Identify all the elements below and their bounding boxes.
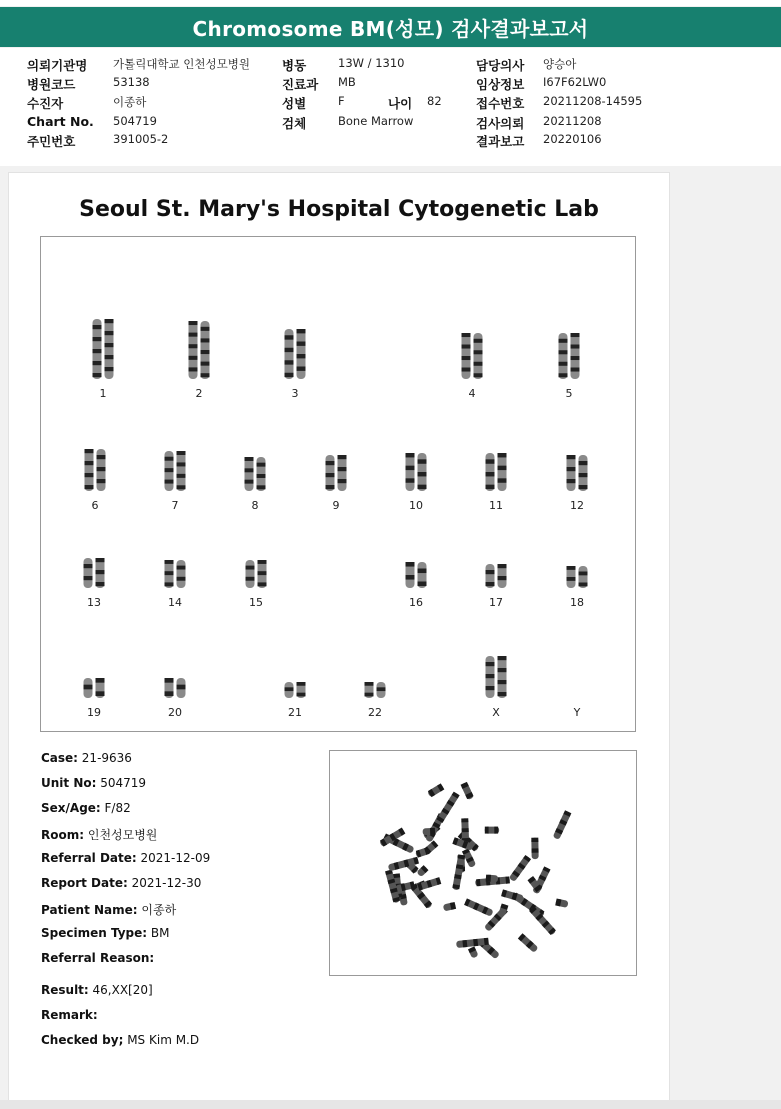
info-label: 의뢰기관명: [27, 58, 88, 73]
chromosome-icon: [64, 632, 124, 702]
info-label: 병동: [282, 58, 307, 73]
detail-value: 2021-12-30: [127, 876, 202, 890]
chromosome-label: 12: [570, 499, 584, 512]
detail-value: 인천성모병원: [84, 828, 158, 842]
chromosome-label: 15: [249, 596, 263, 609]
detail-row: [41, 876, 341, 890]
detail-label: Room:: [41, 828, 85, 842]
chromosome-pair-2: [169, 313, 229, 400]
chromosome-pair-5: [539, 313, 599, 400]
detail-value: F/82: [100, 801, 131, 815]
chromosome-pair-18: [547, 522, 607, 609]
chromosome-icon: [547, 425, 607, 495]
detail-value: 이종하: [137, 903, 177, 917]
detail-label: Checked by;: [41, 1033, 124, 1047]
info-label: 검사의뢰: [476, 116, 525, 131]
chromosome-label: 6: [91, 499, 99, 512]
chromosome-label: 20: [168, 706, 182, 719]
detail-row: [41, 751, 341, 765]
chromosome-pair-20: [145, 632, 205, 719]
info-value: 391005-2: [113, 132, 169, 146]
detail-row: [41, 851, 341, 865]
chromosome-label: 16: [409, 596, 423, 609]
info-value: I67F62LW0: [543, 75, 607, 89]
info-label: 접수번호: [476, 96, 525, 111]
detail-row: [41, 801, 341, 815]
detail-row: [41, 983, 341, 997]
info-value: 504719: [113, 114, 157, 128]
info-label: 검체: [282, 116, 307, 131]
chromosome-pair-13: [64, 522, 124, 609]
chromosome-label: 22: [368, 706, 382, 719]
chromosome-label: 2: [195, 387, 203, 400]
chromosome-label: 13: [87, 596, 101, 609]
chromosome-icon: [539, 313, 599, 383]
chromosome-icon: [145, 522, 205, 592]
chromosome-pair-9: [306, 425, 366, 512]
detail-label: Unit No:: [41, 776, 97, 790]
info-value: 양승아: [543, 57, 577, 71]
chromosome-label: 4: [468, 387, 476, 400]
chromosome-icon: [386, 425, 446, 495]
chromosome-icon: [145, 632, 205, 702]
chromosome-pair-10: [386, 425, 446, 512]
chromosome-icon: [64, 522, 124, 592]
chromosome-icon: [169, 313, 229, 383]
chromosome-label: 14: [168, 596, 182, 609]
chromosome-label: X: [492, 706, 500, 719]
chromosome-pair-11: [466, 425, 526, 512]
info-label: 담당의사: [476, 58, 525, 73]
chromosome-pair-8: [225, 425, 285, 512]
chromosome-pair-21: [265, 632, 325, 719]
detail-label: Referral Reason:: [41, 951, 155, 965]
chromosome-icon: [226, 522, 286, 592]
detail-label: Case:: [41, 751, 78, 765]
detail-value: 2021-12-09: [136, 851, 211, 865]
top-strip: [0, 0, 781, 6]
chromosome-icon: [466, 632, 526, 702]
chromosome-label: 3: [291, 387, 299, 400]
detail-value: 504719: [96, 776, 147, 790]
chromosome-label: 17: [489, 596, 503, 609]
chromosome-pair-19: [64, 632, 124, 719]
patient-info: [0, 48, 781, 166]
info-label: 진료과: [282, 77, 319, 92]
info-label: 병원코드: [27, 77, 76, 92]
chromosome-icon: [265, 313, 325, 383]
chromosome-label: 11: [489, 499, 503, 512]
info-value: 20211208: [543, 114, 602, 128]
chromosome-pair-4: [442, 313, 502, 400]
detail-value: 21-9636: [77, 751, 132, 765]
detail-label: Specimen Type:: [41, 926, 148, 940]
chromosome-label: 19: [87, 706, 101, 719]
detail-row: [41, 1008, 341, 1022]
report-title: Chromosome BM(성모) 검사결과보고서: [0, 7, 781, 47]
chromosome-pair-16: [386, 522, 446, 609]
detail-row: [41, 1033, 341, 1047]
page-footer: [0, 1100, 781, 1109]
info-value: 13W / 1310: [338, 56, 405, 70]
chromosome-pair-15: [226, 522, 286, 609]
chromosome-icon: [466, 522, 526, 592]
detail-value: 46,XX[20]: [88, 983, 153, 997]
chromosome-label: 18: [570, 596, 584, 609]
chromosome-pair-14: [145, 522, 205, 609]
chromosome-pair-17: [466, 522, 526, 609]
detail-label: Remark:: [41, 1008, 98, 1022]
chromosome-icon: [73, 313, 133, 383]
info-label: 나이: [388, 96, 413, 111]
chromosome-icon: [442, 313, 502, 383]
metaphase-spread-icon: [330, 751, 636, 975]
chromosome-pair-Y: [547, 632, 607, 719]
chromosome-icon: [547, 522, 607, 592]
karyotype-panel: [40, 236, 636, 732]
chromosome-label: Y: [573, 706, 581, 719]
detail-label: Patient Name:: [41, 903, 138, 917]
detail-value: BM: [147, 926, 170, 940]
chromosome-pair-X: [466, 632, 526, 719]
chromosome-icon: [225, 425, 285, 495]
chromosome-icon: [547, 632, 607, 702]
info-value: 53138: [113, 75, 150, 89]
chromosome-pair-7: [145, 425, 205, 512]
chromosome-label: 10: [409, 499, 423, 512]
info-value: 이종하: [113, 95, 147, 109]
detail-label: Result:: [41, 983, 89, 997]
info-value: 82: [427, 94, 442, 108]
detail-row: [41, 926, 341, 940]
report-sheet: [8, 172, 670, 1102]
chromosome-pair-3: [265, 313, 325, 400]
chromosome-icon: [265, 632, 325, 702]
chromosome-pair-1: [73, 313, 133, 400]
chromosome-label: 21: [288, 706, 302, 719]
chromosome-pair-12: [547, 425, 607, 512]
info-value: F: [338, 94, 345, 108]
chromosome-pair-22: [345, 632, 405, 719]
info-value: 가톨릭대학교 인천성모병원: [113, 57, 250, 71]
info-value: Bone Marrow: [338, 114, 414, 128]
detail-label: Report Date:: [41, 876, 128, 890]
info-label: 성별: [282, 96, 307, 111]
chromosome-label: 1: [99, 387, 107, 400]
detail-label: Sex/Age:: [41, 801, 101, 815]
chromosome-icon: [466, 425, 526, 495]
chromosome-icon: [345, 632, 405, 702]
info-label: 결과보고: [476, 134, 525, 149]
chromosome-icon: [306, 425, 366, 495]
detail-row: [41, 901, 341, 918]
detail-row: [41, 951, 341, 965]
chromosome-icon: [65, 425, 125, 495]
info-label: 주민번호: [27, 134, 76, 149]
info-label: Chart No.: [27, 114, 94, 129]
chromosome-label: 7: [171, 499, 179, 512]
detail-row: [41, 776, 341, 790]
info-value: MB: [338, 75, 356, 89]
chromosome-icon: [386, 522, 446, 592]
detail-row: [41, 826, 341, 843]
info-value: 20220106: [543, 132, 602, 146]
lab-title: Seoul St. Mary's Hospital Cytogenetic Lab: [79, 197, 599, 222]
info-label: 임상정보: [476, 77, 525, 92]
metaphase-image: [329, 750, 637, 976]
chromosome-label: 5: [565, 387, 573, 400]
chromosome-label: 9: [332, 499, 340, 512]
chromosome-label: 8: [251, 499, 259, 512]
detail-label: Referral Date:: [41, 851, 137, 865]
chromosome-icon: [145, 425, 205, 495]
chromosome-pair-6: [65, 425, 125, 512]
info-label: 수진자: [27, 96, 64, 111]
info-value: 20211208-14595: [543, 94, 643, 108]
detail-value: MS Kim M.D: [123, 1033, 200, 1047]
